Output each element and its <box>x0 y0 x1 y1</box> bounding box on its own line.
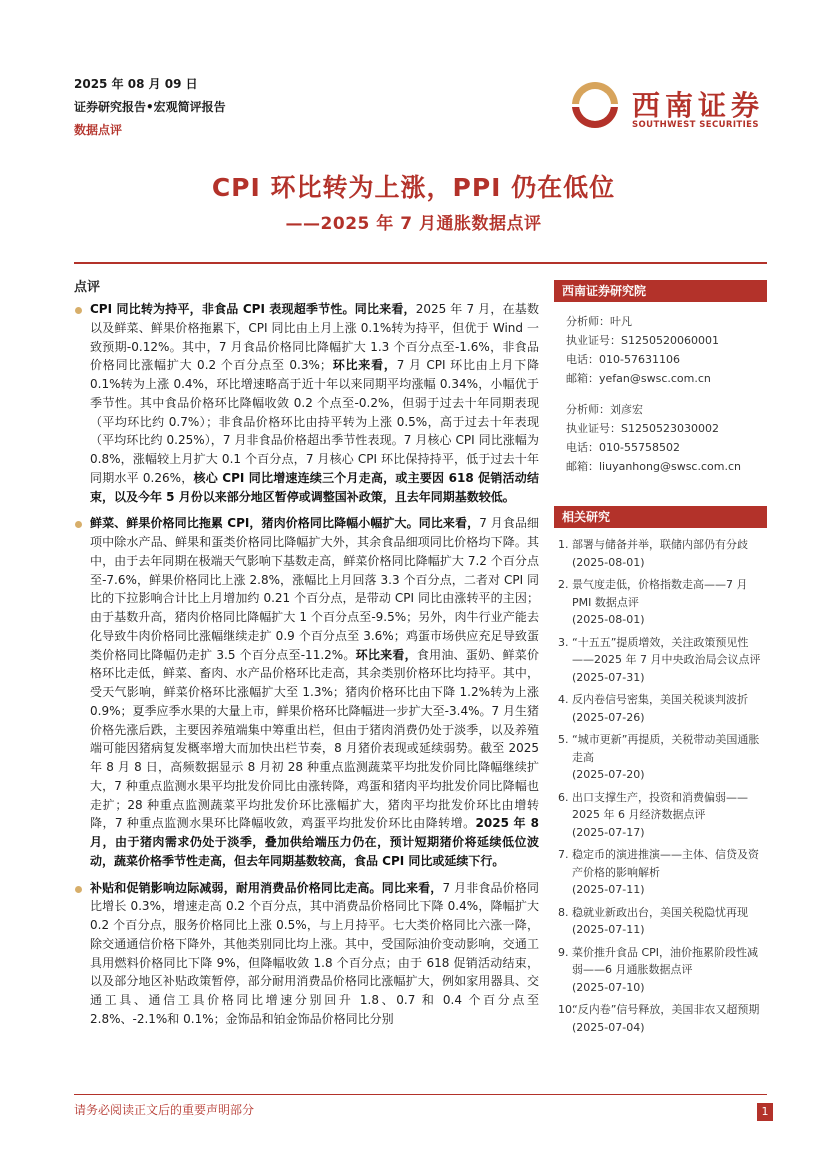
related-item[interactable]: 3. “十五五”提质增效，关注政策预见性——2025 年 7 月中央政治局会议点评 (2025-07-31) <box>554 634 767 687</box>
paragraph-text-2: 食用油、蛋奶、鲜菜价格环比走低，鲜菜、畜肉、水产品价格环比走高，其余类别价格环比均持平。其中，受天气影响，鲜菜价格环比涨幅扩大至 1.3%；猪肉价格环比由下降 1.2%转为上涨 0.9%；夏季应季水果的大量上市，鲜果价格环比降幅进一步扩大至-3.4%。7 月生猪价格先涨后跌，主要因养殖端集中筹重出栏，但由于猪肉消费仍处于淡季，以及养殖端可能因猪病复发概率增大而加快出栏节奏，8 月猪价表现或延续弱势。截至 2025 年 8 月 8 日，高频数据显示 8 月初 28 种重点监测蔬菜平均批发价同比降幅继续扩大，7 种重点监测水果平均批发价同比由涨转降，鸡蛋和猪肉平均批发价同比降幅也走扩；28 种重点监测蔬菜平均批发价环比涨幅扩大，猪肉平均批发价环比由增转降，7 种重点监测水果环比降幅收敛，鸡蛋平均批发价环比由降转增。 <box>90 647 539 831</box>
related-research-header: 相关研究 <box>554 506 767 528</box>
paragraph-conclusion: 2025 年 8 月，由于猪肉需求仍处于淡季，叠加供给端压力仍在，预计短期猪价将延续低位波动，蔬菜价格季节性走高，但去年同期基数较高，食品 CPI 同比或延续下行。 <box>90 816 539 868</box>
paragraph-text-2: 7 月 CPI 环比由上月下降 0.1%转为上涨 0.4%，环比增速略高于近十年以来同期平均涨幅 0.34%，小幅优于季节性。其中食品价格环比降幅收敛 0.2 个点至-0.2%，但弱于过去十年同期表现（平均环比约 0.7%）；非食品价格环比由持平转为上涨 0.5%，高于过去十年表现（平均环比约 0.25%），7 月非食品价格超出季节性表现。7 月核心 CPI 同比涨幅为 0.8%，涨幅较上月扩大 0.1 个百分点，7 月核心 CPI 环比保持持平，低于过去十年同期水平 0.26%， <box>90 358 539 485</box>
analyst-cert: 执业证号：S1250523030002 <box>566 422 719 435</box>
related-title: 稳就业新政出台，美国关税隐忧再现 <box>572 905 748 919</box>
related-date: (2025-07-20) <box>572 768 645 781</box>
related-item[interactable]: 4. 反内卷信号密集，美国关税谈判波折 (2025-07-26) <box>554 691 767 726</box>
report-type: 证券研究报告•宏观简评报告 <box>74 100 226 114</box>
paragraph-lead: CPI 同比转为持平，非食品 CPI 表现超季节性。同比来看， <box>90 302 416 316</box>
related-title: “城市更新”再提质，关税带动美国通胀走高 <box>572 733 760 764</box>
paragraph-lead: 鲜菜、鲜果价格同比拖累 CPI，猪肉价格同比降幅小幅扩大。同比来看， <box>90 516 480 531</box>
footer-divider <box>74 1094 767 1095</box>
page-subtitle: ——2025 年 7 月通胀数据点评 <box>285 214 542 234</box>
analyst-cert: 执业证号：S1250520060001 <box>566 334 719 347</box>
related-item[interactable]: 1. 部署与储备并举，联储内部仍有分歧 (2025-08-01) <box>554 536 767 571</box>
related-title: 菜价推升食品 CPI，油价拖累阶段性减弱——6 月通胀数据点评 <box>572 945 759 976</box>
related-date: (2025-07-11) <box>572 923 645 936</box>
related-item[interactable]: 10. “反内卷”信号释放，美国非农又超预期 (2025-07-04) <box>554 1001 767 1036</box>
bullet-icon <box>75 886 82 893</box>
related-date: (2025-07-31) <box>572 670 645 684</box>
related-title: 出口支撑生产，投资和消费偏弱——2025 年 6 月经济数据点评 <box>572 790 748 821</box>
related-date: (2025-08-01) <box>572 555 645 569</box>
related-item[interactable]: 9. 菜价推升食品 CPI，油价拖累阶段性减弱——6 月通胀数据点评 (2025-07-10) <box>554 944 767 997</box>
related-date: (2025-07-26) <box>572 710 645 724</box>
sidebar <box>554 280 767 1041</box>
commentary-paragraph <box>74 300 539 506</box>
institute-header: 西南证券研究院 <box>554 280 767 302</box>
related-title: 稳定币的演进推演——主体、信贷及资产价格的影响解析 <box>572 848 759 879</box>
related-title: “十五五”提质增效，关注政策预见性——2025 年 7 月中央政治局会议点评 <box>572 635 761 666</box>
page-title: CPI 环比转为上涨，PPI 仍在低位 <box>211 173 616 202</box>
report-header <box>74 73 226 142</box>
company-logo <box>566 78 766 134</box>
related-item[interactable]: 8. 稳就业新政出台，美国关税隐忧再现 (2025-07-11) <box>554 904 767 939</box>
paragraph-text: 7 月非食品价格同比增长 0.3%，增速走高 0.2 个百分点，其中消费品价格同比下降 0.4%，降幅扩大 0.2 个百分点，服务价格同比上涨 0.5%，与上月持平。七大类价格同比六涨一降，除交通通信价格下降外，其他类别同比均上涨。其中，受国际油价变动影响，交通工具用燃料价格同比下降 9%，但降幅收敛 1.8 个百分点；由于 618 促销活动结束，以及部分地区补贴政策暂停，部分耐用消费品价格同比涨幅扩大，例如家用器具、交通工具、通信工具价格同比增速分别回升 1.8、0.7 和 0.4 个百分点至 2.8%、-2.1%和 0.1%；金饰品和铂金饰品价格同比分别 <box>90 880 539 1026</box>
bullet-icon <box>75 307 82 314</box>
report-category: 数据点评 <box>74 123 123 137</box>
footer-disclaimer: 请务必阅读正文后的重要声明部分 <box>74 1103 255 1117</box>
related-date: (2025-07-04) <box>572 1020 645 1034</box>
analyst-name: 分析师：叶凡 <box>566 315 632 328</box>
related-item[interactable]: 7. 稳定币的演进推演——主体、信贷及资产价格的影响解析 (2025-07-11) <box>554 846 767 899</box>
logo-sun-icon <box>566 80 624 130</box>
paragraph-text: 7 月食品细项中除水产品、鲜果和蛋类价格同比降幅扩大外，其余食品细项同比价格均下降。其中，由于去年同期在极端天气影响下基数走高，鲜菜价格同比降幅扩大 7.2 个百分点至-7.6%，鲜果价格同比上涨 2.8%，涨幅比上月回落 3.3 个百分点，二者对 CPI 同比的下拉影响合计比上月增加约 0.21 个百分点，是带动 CPI 同比由涨转平的主因；由于基数升高，猪肉价格同比降幅扩大 1 个百分点至-9.5%；另外，肉牛行业产能去化导致牛肉价格同比涨幅继续走扩 0.9 个百分点至 3.6%；鸡蛋市场供应充足导致蛋类价格同比降幅仍走扩 3.5 个百分点至-11.2%。 <box>90 516 540 662</box>
logo-text-en: SOUTHWEST SECURITIES <box>632 120 759 130</box>
analyst-phone: 电话：010-55758502 <box>566 441 680 454</box>
paragraph-lead: 补贴和促销影响边际减弱，耐用消费品价格同比走高。同比来看， <box>90 880 443 895</box>
section-heading: 点评 <box>74 280 101 295</box>
paragraph-conclusion: 核心 CPI 同比增速连续三个月走高，或主要因 618 促销活动结束，以及今年 5 月份以来部分地区暂停或调整国补政策，且去年同期基数较低。 <box>90 470 539 504</box>
related-research-list <box>554 536 767 1036</box>
related-item[interactable]: 5. “城市更新”再提质，关税带动美国通胀走高 (2025-07-20) <box>554 731 767 784</box>
main-content <box>74 300 539 1037</box>
related-title: 景气度走低，价格指数走高——7 月 PMI 数据点评 <box>572 578 748 609</box>
analyst-email[interactable]: 邮箱：liuyanhong@swsc.com.cn <box>566 460 741 473</box>
paragraph-text: 2025 年 7 月，在基数以及鲜菜、鲜果价格拖累下，CPI 同比由上月上涨 0.1%转为持平，但优于 Wind 一致预期-0.12%。其中，7 月食品价格同比降幅扩大 1.3 个百分点至-1.6%，非食品价格同比涨幅扩大 0.2 个百分点至 0.3%； <box>90 302 539 373</box>
report-date: 2025 年 08 月 09 日 <box>74 77 198 91</box>
page-number: 1 <box>757 1103 773 1121</box>
related-title: 反内卷信号密集，美国关税谈判波折 <box>572 693 748 706</box>
related-title: “反内卷”信号释放，美国非农又超预期 <box>572 1003 760 1016</box>
bullet-icon <box>75 521 82 528</box>
related-item[interactable]: 6. 出口支撑生产，投资和消费偏弱——2025 年 6 月经济数据点评 (2025-07-17) <box>554 789 767 842</box>
paragraph-lead-2: 环比来看， <box>331 358 397 373</box>
related-item[interactable]: 2. 景气度走低，价格指数走高——7 月 PMI 数据点评 (2025-08-01) <box>554 576 767 629</box>
commentary-paragraph <box>74 514 539 870</box>
related-date: (2025-07-10) <box>572 980 645 994</box>
analyst-list <box>554 302 767 476</box>
analyst-email[interactable]: 邮箱：yefan@swsc.com.cn <box>566 372 711 385</box>
header-divider <box>74 262 767 264</box>
related-date: (2025-08-01) <box>572 613 645 626</box>
analyst-phone: 电话：010-57631106 <box>566 353 680 366</box>
logo-text-cn: 西南证券 <box>632 89 765 122</box>
paragraph-lead-2: 环比来看， <box>355 647 417 662</box>
related-title: 部署与储备并举，联储内部仍有分歧 <box>572 538 748 551</box>
analyst-name: 分析师：刘彦宏 <box>566 403 643 416</box>
related-date: (2025-07-17) <box>572 825 645 839</box>
related-date: (2025-07-11) <box>572 883 645 896</box>
commentary-paragraph <box>74 879 539 1029</box>
